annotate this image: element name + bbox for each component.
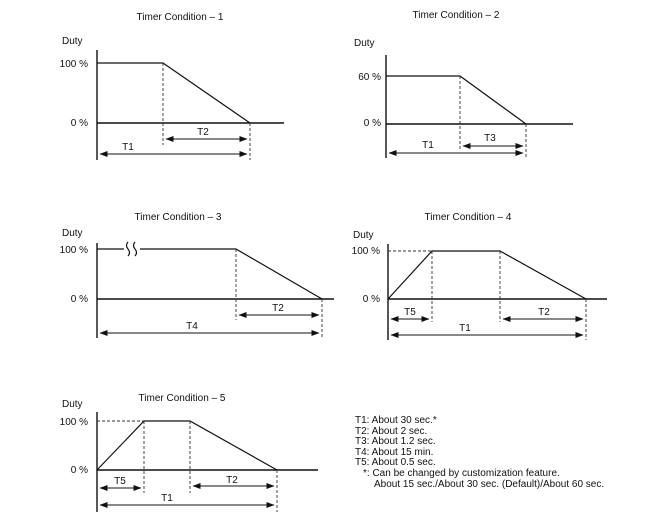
condition-5-t1-label: T1 [161, 493, 173, 504]
timer-condition-4 [352, 212, 607, 340]
condition-3-high-label: 100 % [59, 245, 88, 256]
condition-3-break-gap [124, 240, 140, 258]
condition-4-t2-label: T2 [538, 307, 550, 318]
note-t5: T5: About 0.5 sec. [355, 457, 436, 469]
condition-5-duty-label: Duty [62, 399, 83, 410]
condition-3-t2-label: T2 [272, 303, 284, 314]
timer-notes [355, 416, 604, 490]
condition-5-t5-label: T5 [114, 476, 126, 487]
condition-4-t5-label: T5 [404, 307, 416, 318]
condition-2-duty-curve [386, 76, 526, 124]
timer-condition-2 [354, 10, 573, 158]
timer-condition-3 [60, 212, 334, 338]
condition-2-title: Timer Condition – 2 [412, 10, 500, 21]
note-t4: T4: About 15 min. [355, 446, 434, 458]
timer-condition-1 [60, 12, 284, 160]
condition-2-high-label: 60 % [358, 72, 381, 83]
note-t2: T2: About 2 sec. [355, 425, 428, 437]
condition-3-zero-label: 0 % [70, 294, 88, 305]
condition-3-title: Timer Condition – 3 [134, 212, 222, 223]
condition-4-t1-label: T1 [459, 323, 471, 334]
condition-4-high-label: 100 % [351, 246, 380, 257]
condition-4-title: Timer Condition – 4 [424, 212, 512, 223]
condition-5-high-label: 100 % [59, 417, 88, 428]
condition-1-title: Timer Condition – 1 [136, 12, 224, 23]
note-t3: T3: About 1.2 sec. [355, 436, 436, 448]
condition-4-duty-curve [388, 251, 586, 299]
note-t1: T1: About 30 sec.* [355, 415, 437, 426]
condition-1-duty-label: Duty [62, 36, 83, 47]
condition-3-t4-label: T4 [186, 321, 198, 332]
condition-2-duty-label: Duty [354, 38, 375, 49]
condition-5-t2-label: T2 [226, 475, 238, 486]
condition-1-duty-curve [97, 63, 250, 123]
condition-2-zero-label: 0 % [363, 118, 381, 129]
timer-condition-5 [60, 393, 318, 512]
condition-1-high-label: 100 % [59, 59, 88, 70]
condition-5-duty-curve [97, 421, 277, 470]
note-customization: *: Can be changed by customization feature. [363, 467, 560, 479]
condition-2-t1-label: T1 [422, 140, 434, 151]
condition-1-t1-label: T1 [122, 142, 134, 153]
condition-5-zero-label: 0 % [70, 465, 88, 476]
condition-1-t2-label: T2 [197, 127, 209, 138]
condition-4-duty-label: Duty [353, 230, 374, 241]
note-customization-options: About 15 sec./About 30 sec. (Default)/About 60 sec. [374, 478, 605, 490]
condition-3-duty-label: Duty [62, 228, 83, 239]
condition-4-zero-label: 0 % [362, 294, 380, 305]
condition-2-t3-label: T3 [484, 133, 496, 144]
condition-5-title: Timer Condition – 5 [138, 393, 226, 404]
condition-1-zero-label: 0 % [70, 118, 88, 129]
